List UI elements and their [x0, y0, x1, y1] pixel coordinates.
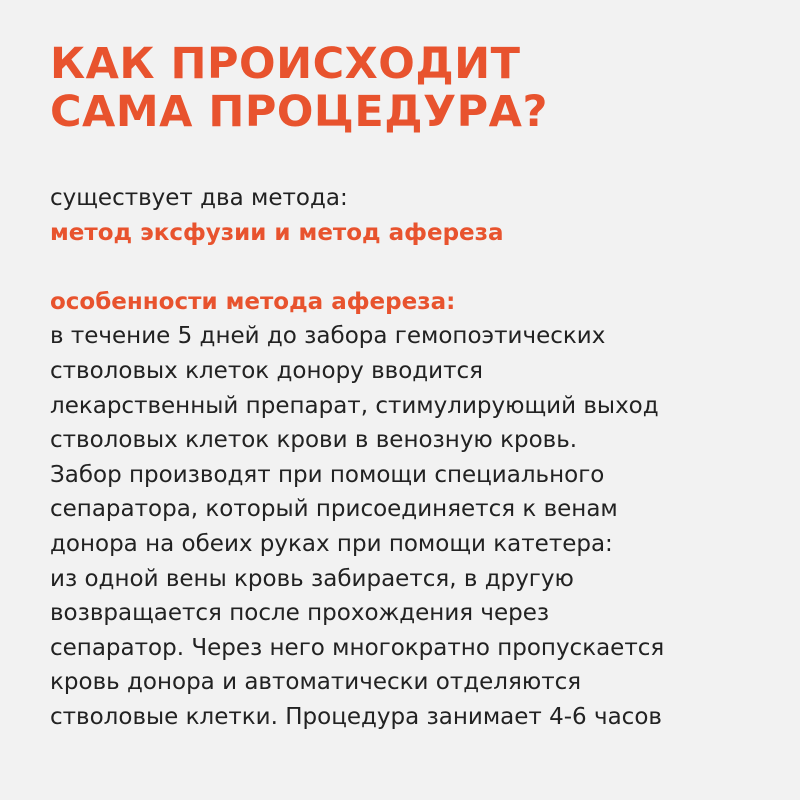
apheresis-line: в течение 5 дней до забора гемопоэтических: [50, 323, 606, 350]
apheresis-line: донора на обеих руках при помощи катетера:: [50, 530, 613, 557]
apheresis-line: возвращается после прохождения через: [50, 600, 550, 627]
apheresis-line: стволовые клетки. Процедура занимает 4-6 часов: [50, 703, 662, 730]
apheresis-line: стволовых клеток крови в венозную кровь.: [50, 427, 578, 454]
apheresis-heading: особенности метода афереза:: [50, 288, 456, 315]
apheresis-line: Забор производят при помощи специального: [50, 461, 605, 488]
apheresis-line: сепаратора, который присоединяется к венам: [50, 496, 618, 523]
title-line-2: САМА ПРОЦЕДУРА?: [50, 87, 548, 137]
body-text: [50, 181, 770, 735]
page-title: [50, 40, 548, 136]
apheresis-line: стволовых клеток донору вводится: [50, 357, 484, 384]
apheresis-line: сепаратор. Через него многократно пропускается: [50, 634, 665, 661]
paragraph-gap: [50, 250, 770, 285]
intro-text: существует два метода:: [50, 185, 348, 211]
title-line-1: КАК ПРОИСХОДИТ: [50, 39, 521, 89]
apheresis-line: кровь донора и автоматически отделяются: [50, 669, 582, 696]
methods-highlight: метод эксфузии и метод афереза: [50, 219, 504, 246]
apheresis-line: лекарственный препарат, стимулирующий выход: [50, 392, 659, 419]
apheresis-line: из одной вены кровь забирается, в другую: [50, 565, 574, 592]
